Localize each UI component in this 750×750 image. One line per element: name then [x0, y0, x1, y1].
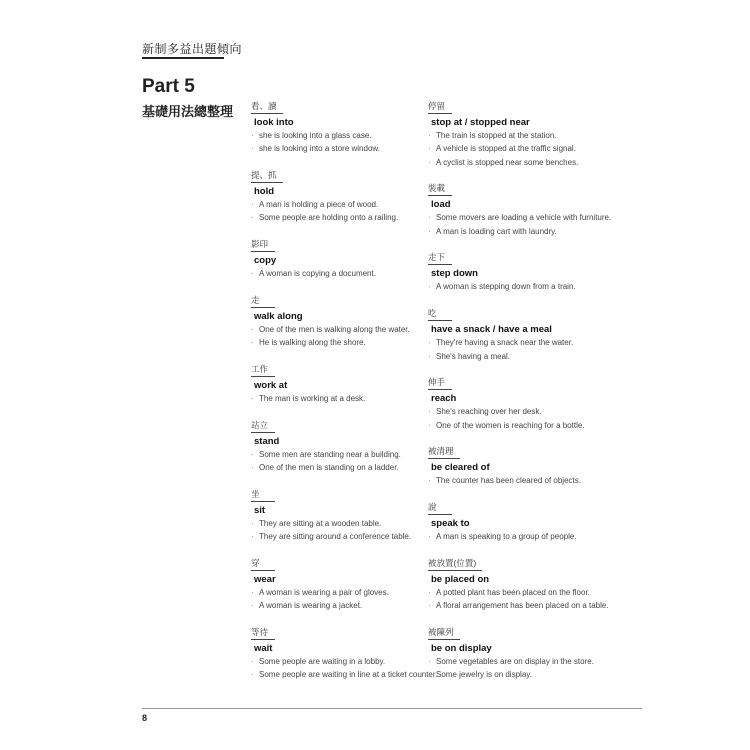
example-sentence: · A woman is copying a document.	[251, 267, 451, 280]
vocab-term: have a snack / have a meal	[431, 324, 552, 336]
vocab-category: 工作	[251, 364, 275, 377]
example-sentence: · A cyclist is stopped near some benches.	[428, 156, 628, 169]
vocab-entry	[251, 359, 451, 405]
vocab-term: look into	[254, 117, 294, 128]
vocab-term: work at	[254, 380, 288, 392]
vocab-entry	[251, 622, 451, 682]
example-sentence: · She's having a meal.	[428, 350, 628, 363]
vocab-category: 裝載	[428, 183, 452, 196]
page-number: 8	[142, 713, 148, 723]
vocab-entry	[428, 553, 628, 613]
vocab-category: 被清理	[428, 446, 460, 459]
example-sentence: · A man is speaking to a group of people.	[428, 530, 628, 543]
example-sentence: · Some people are holding onto a railing.	[251, 211, 451, 224]
vocab-entry	[428, 303, 628, 363]
example-sentence: · Some people are waiting in a lobby.	[251, 655, 451, 668]
vocab-term: be placed on	[431, 574, 490, 586]
vocab-term: copy	[254, 255, 277, 267]
vocab-entry	[428, 622, 628, 682]
footer-rule	[142, 708, 642, 709]
book-title: 新制多益出題傾向	[142, 42, 243, 56]
vocab-entry	[251, 234, 451, 280]
vocab-entry	[428, 372, 628, 432]
example-sentence: · One of the men is walking along the water.	[251, 323, 451, 336]
example-sentence: · A man is loading cart with laundry.	[428, 225, 628, 238]
vocab-column-left	[251, 96, 451, 691]
vocab-entry	[251, 165, 451, 225]
vocab-category: 走下	[428, 252, 452, 265]
vocab-term: stop at / stopped near	[431, 117, 530, 128]
vocab-column-right	[428, 96, 628, 691]
example-sentence: · The counter has been cleared of objects.	[428, 474, 628, 487]
example-sentence: · she is looking into a glass case.	[251, 129, 451, 142]
example-sentence: · Some movers are loading a vehicle with furniture.	[428, 211, 628, 224]
vocab-category: 走	[251, 295, 275, 308]
part-subtitle: 基礎用法總整理	[142, 104, 234, 119]
vocab-category: 吃	[428, 308, 452, 321]
vocab-category: 伸手	[428, 377, 452, 390]
example-sentence: · she is looking into a store window.	[251, 142, 451, 155]
example-sentence: · He is walking along the shore.	[251, 336, 451, 349]
example-sentence: · The train is stopped at the station.	[428, 129, 628, 142]
example-sentence: · One of the women is reaching for a bottle.	[428, 419, 628, 432]
vocab-category: 提、抓	[251, 170, 283, 183]
vocab-term: walk along	[254, 310, 303, 322]
vocab-category: 看、讀	[251, 101, 283, 114]
vocab-entry	[251, 484, 451, 544]
example-sentence: · They are sitting around a conference table.	[251, 530, 451, 543]
vocab-term: stand	[254, 435, 280, 447]
vocab-term: load	[431, 199, 451, 211]
vocab-entry	[428, 178, 628, 238]
vocab-entry	[428, 441, 628, 487]
example-sentence: · Some vegetables are on display in the store.	[428, 655, 628, 668]
vocab-category: 被陳列	[428, 627, 460, 640]
vocab-category: 說	[428, 502, 452, 515]
example-sentence: · A woman is wearing a jacket.	[251, 599, 451, 612]
vocab-term: step down	[431, 268, 478, 280]
vocab-entry	[251, 96, 451, 156]
example-sentence: · She's reaching over her desk.	[428, 405, 628, 418]
vocab-entry	[428, 247, 628, 293]
example-sentence: · A man is holding a piece of wood.	[251, 198, 451, 211]
vocab-entry	[251, 415, 451, 475]
vocab-term: sit	[254, 504, 266, 516]
example-sentence: · They're having a snack near the water.	[428, 336, 628, 349]
vocab-category: 被放置(位置)	[428, 558, 482, 571]
vocab-term: be cleared of	[431, 462, 490, 474]
vocab-category: 等待	[251, 627, 275, 640]
book-title-underline	[142, 57, 224, 59]
vocab-entry	[428, 497, 628, 543]
vocab-term: wear	[254, 574, 276, 586]
vocab-category: 停留	[428, 101, 452, 114]
vocab-category: 坐	[251, 489, 275, 502]
example-sentence: · They are sitting at a wooden table.	[251, 517, 451, 530]
vocab-category: 影印	[251, 239, 275, 252]
vocab-term: hold	[254, 186, 275, 198]
example-sentence: · Some jewelry is on display.	[428, 668, 628, 681]
vocab-entry	[251, 290, 451, 350]
example-sentence: · A potted plant has been placed on the floor.	[428, 586, 628, 599]
vocab-term: speak to	[431, 518, 470, 530]
example-sentence: · The man is working at a desk.	[251, 392, 451, 405]
example-sentence: · One of the men is standing on a ladder.	[251, 461, 451, 474]
vocab-entry	[251, 553, 451, 613]
example-sentence: · A woman is wearing a pair of gloves.	[251, 586, 451, 599]
example-sentence: · A woman is stepping down from a train.	[428, 280, 628, 293]
vocab-category: 穿	[251, 558, 275, 571]
part-heading: Part 5	[142, 76, 195, 97]
example-sentence: · Some men are standing near a building.	[251, 448, 451, 461]
vocab-entry	[428, 96, 628, 169]
example-sentence: · Some people are waiting in line at a ticket counter.	[251, 668, 451, 681]
vocab-term: wait	[254, 643, 273, 655]
example-sentence: · A floral arrangement has been placed on a table.	[428, 599, 628, 612]
vocab-term: reach	[431, 393, 457, 405]
example-sentence: · A vehicle is stopped at the traffic signal.	[428, 142, 628, 155]
vocab-category: 站立	[251, 420, 275, 433]
vocab-term: be on display	[431, 643, 492, 655]
